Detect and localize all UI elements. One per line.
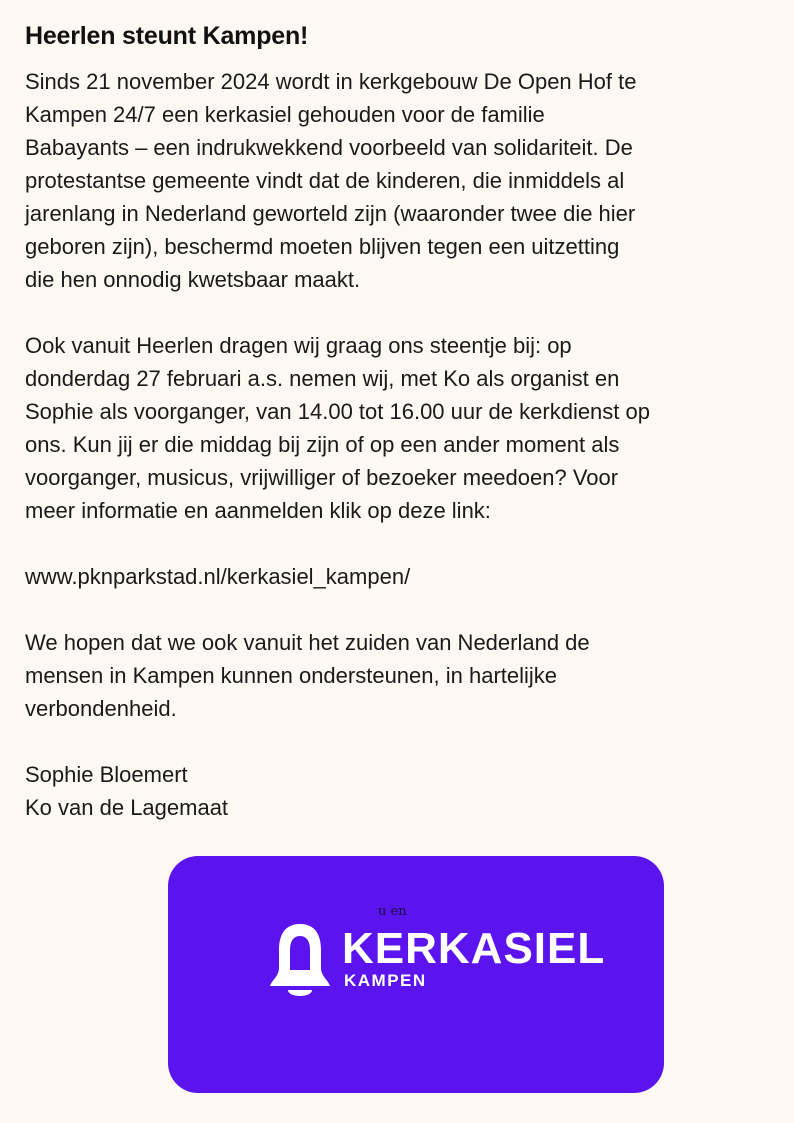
paragraph-closing: We hopen dat we ook vanuit het zuiden van Nederland de mensen in Kampen kunnen ondersteunen, in hartelijke verbondenheid. [25,630,590,721]
logo-subtitle: KAMPEN [344,971,427,990]
signature-sophie: Sophie Bloemert [25,762,188,787]
spacer [25,593,765,626]
kerkasiel-logo-card [168,856,664,1093]
paragraph-intro: Sinds 21 november 2024 wordt in kerkgebouw De Open Hof te Kampen 24/7 een kerkasiel gehouden voor de familie Babayants – een indrukwekkend voorbeeld van solidariteit. De protestantse gemeente vindt dat de kinderen, die inmiddels al jarenlang in Nederland geworteld zijn (waaronder twee die hier geboren zijn), beschermd moeten blijven tegen een uitzetting die hen onnodig kwetsbaar maakt. [25,69,637,292]
bell-icon [266,920,334,1000]
spacer [25,527,765,560]
spacer [25,725,765,758]
kerkasiel-link[interactable]: www.pknparkstad.nl/kerkasiel_kampen/ [25,564,411,589]
spacer [25,296,765,329]
signature-ko: Ko van de Lagemaat [25,795,229,820]
logo-small-text: u en [378,904,407,919]
logo-brand-text: KERKASIEL [342,924,606,973]
signature-block [25,758,765,824]
page-title: Heerlen steunt Kampen! [25,22,309,50]
article [25,22,765,824]
paragraph-call-to-action: Ook vanuit Heerlen dragen wij graag ons steentje bij: op donderdag 27 februari a.s. nemen wij, met Ko als organist en Sophie als voorganger, van 14.00 tot 16.00 uur de kerkdienst op ons. Kun jij er die middag bij zijn of op een ander moment als voorganger, musicus, vrijwilliger of bezoeker meedoen? Voor meer informatie en aanmelden klik op deze link: [25,333,650,523]
